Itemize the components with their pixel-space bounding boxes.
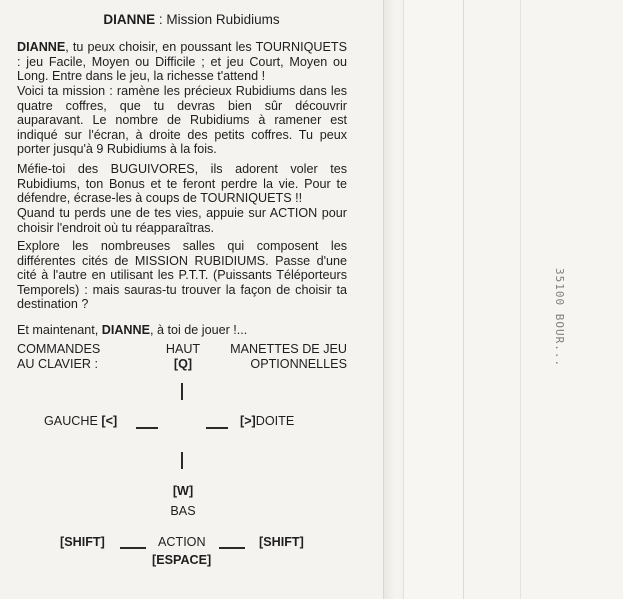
title-rest: : Mission Rubidiums bbox=[155, 12, 280, 27]
closing-name: DIANNE bbox=[101, 323, 150, 337]
keyboard-controls-heading bbox=[17, 342, 100, 371]
title-name: DIANNE bbox=[103, 12, 156, 27]
control-left bbox=[44, 414, 117, 429]
lives-text: Quand tu perds une de tes vies, appuie sur ACTION pour choisir l'endroit où tu réapparaîtras. bbox=[17, 206, 347, 235]
closing-post: , à toi de jouer !... bbox=[150, 323, 248, 337]
paragraph-lives bbox=[17, 206, 347, 235]
action-right-key: [SHIFT] bbox=[259, 535, 304, 549]
right-key: [>] bbox=[240, 414, 256, 428]
intro-name: DIANNE bbox=[17, 40, 66, 54]
up-connector-line bbox=[181, 383, 183, 400]
left-key: [<] bbox=[101, 414, 118, 428]
action-space-key: [ESPACE] bbox=[152, 553, 212, 567]
paragraph-intro bbox=[17, 40, 347, 84]
inlay-back-panel bbox=[463, 0, 623, 599]
closing-pre: Et maintenant, bbox=[17, 323, 102, 337]
joystick-heading bbox=[229, 342, 347, 371]
control-right bbox=[240, 414, 294, 429]
inlay-spine bbox=[403, 0, 464, 599]
buguivores-text: Méfie-toi des BUGUIVORES, ils adorent voler tes Rubidiums, ton Bonus et te feront perdre la vie. Pour te défendre, écrase-les à coups de TOURNIQUETS !! bbox=[17, 162, 347, 206]
paragraph-explore bbox=[17, 239, 347, 312]
page-title bbox=[0, 12, 383, 27]
explore-text: Explore les nombreuses salles qui composent les différentes cités de MISSION RUBIDIUMS. Passe d'une cité à l'autre en utilisant les P.T.T. (Puissants Téléporteurs Temporels) : mais sauras-tu trouver la façon de choisir ta destination ? bbox=[17, 239, 347, 312]
intro-text: , tu peux choisir, en poussant les TOURNIQUETS : jeu Facile, Moyen ou Difficile ; et jeu Court, Moyen ou Long. Entre dans le jeu, la richesse t'attend ! bbox=[17, 40, 347, 84]
control-down bbox=[165, 484, 201, 518]
paragraph-buguivores bbox=[17, 162, 347, 206]
keyboard-heading-line2: AU CLAVIER : bbox=[17, 356, 98, 371]
right-connector-line bbox=[206, 427, 228, 429]
up-label: HAUT bbox=[165, 342, 201, 356]
keyboard-heading-line1: COMMANDES bbox=[17, 342, 101, 356]
action-left-key: [SHIFT] bbox=[60, 535, 105, 549]
mission-text: Voici ta mission : ramène les précieux Rubidiums dans les quatre coffres, que tu devras bien sûr découvrir auparavant. Le nombre de Rubidiums à ramener est indiqué sur l'écran, à droite des petits coffres. Tu peux porter jusqu'à 9 Rubidiums à la fois. bbox=[17, 84, 347, 157]
right-label: DOITE bbox=[255, 414, 295, 428]
control-up bbox=[165, 342, 201, 371]
action-left-line bbox=[120, 547, 146, 549]
paragraph-mission bbox=[17, 84, 347, 157]
fold-crease bbox=[520, 0, 521, 599]
spine-stamp: 35100 BOUR... bbox=[553, 268, 566, 368]
joystick-heading-line1: MANETTES DE JEU bbox=[230, 342, 347, 356]
down-connector-line bbox=[181, 452, 183, 469]
inlay-fold bbox=[383, 0, 404, 599]
up-key: [Q] bbox=[173, 356, 193, 371]
joystick-heading-line2: OPTIONNELLES bbox=[250, 356, 347, 371]
left-connector-line bbox=[136, 427, 158, 429]
down-key: [W] bbox=[172, 484, 194, 498]
action-right-line bbox=[219, 547, 245, 549]
paragraph-closing bbox=[17, 323, 347, 338]
left-label: GAUCHE bbox=[44, 414, 98, 428]
action-label: ACTION bbox=[158, 535, 206, 549]
down-label: BAS bbox=[170, 503, 196, 518]
